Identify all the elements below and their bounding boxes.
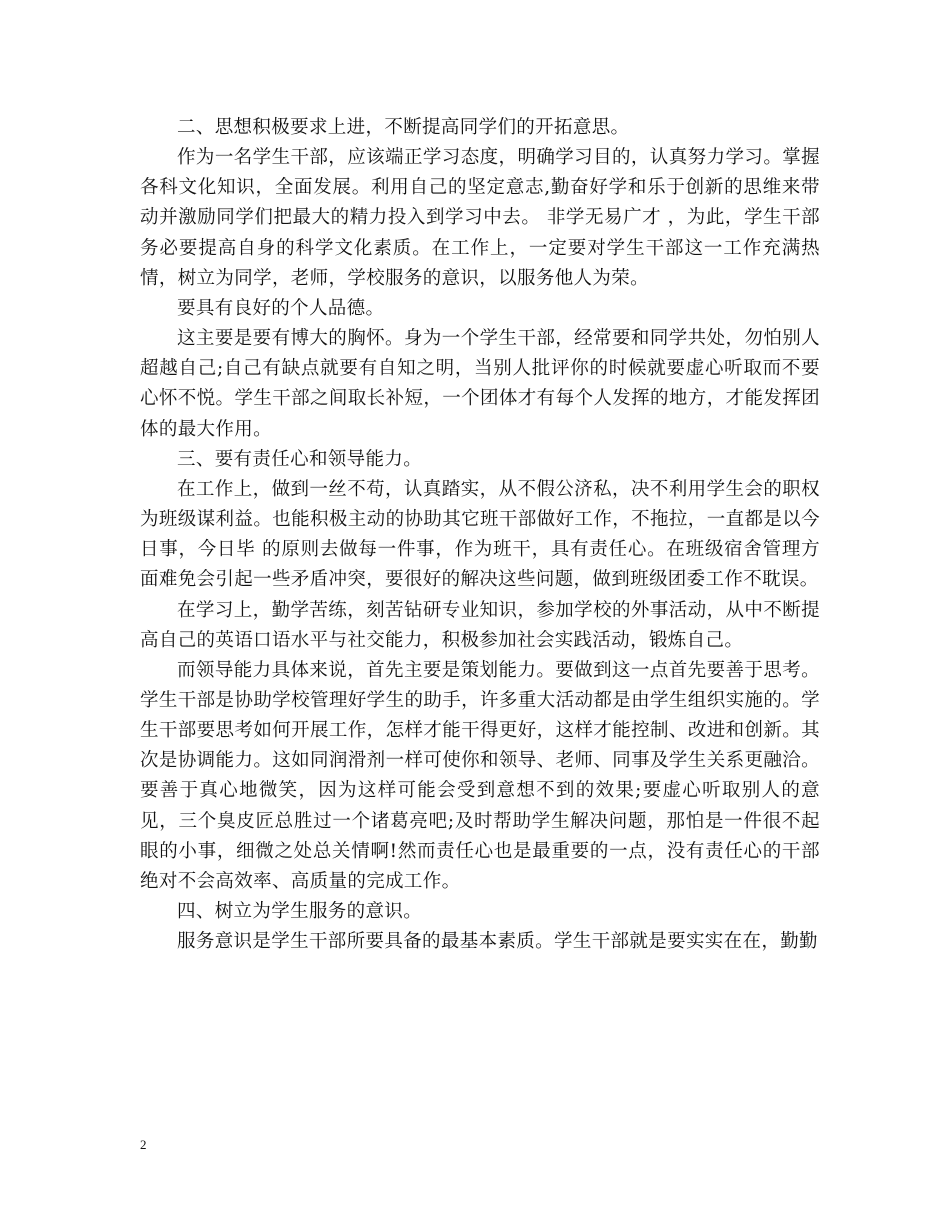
paragraph-heading-4: 四、树立为学生服务的意识。 [177, 901, 423, 923]
paragraph-subheading: 要具有良好的个人品德。 [177, 297, 385, 319]
paragraph: 在工作上，做到一丝不苟，认真踏实，从不假公济私，决不利用学生会的职权为班级谋利益。也能积极主动的协助其它班干部做好工作，不拖拉，一直都是以今日事，今日毕 的原则去做每一件事，作为班干，具有责任心。在班级宿舍管理方面难免会引起一些矛盾冲突，要很好的解决这些问题，做到班级团委工作不耽误。 [140, 478, 820, 591]
body-text [140, 113, 820, 957]
paragraph: 作为一名学生干部，应该端正学习态度，明确学习目的，认真努力学习。掌握各科文化知识，全面发展。利用自己的坚定意志,勤奋好学和乐于创新的思维来带动并激励同学们把最大的精力投入到学习中去。 非学无易广才 ，为此，学生干部务必要提高自身的科学文化素质。在工作上，一定要对学生干部这一工作充满热情，树立为同学，老师，学校服务的意识，以服务他人为荣。 [140, 147, 820, 289]
paragraph: 服务意识是学生干部所要具备的最基本素质。学生干部就是要实实在在，勤勤 [177, 931, 818, 953]
page-number: 2 [140, 1137, 147, 1152]
paragraph-heading-2: 二、思想积极要求上进，不断提高同学们的开拓意思。 [177, 117, 630, 138]
paragraph: 在学习上，勤学苦练，刻苦钻研专业知识，参加学校的外事活动，从中不断提高自己的英语口语水平与社交能力，积极参加社会实践活动，锻炼自己。 [140, 599, 820, 651]
paragraph: 这主要是要有博大的胸怀。身为一个学生干部，经常要和同学共处，勿怕别人超越自己;自己有缺点就要有自知之明，当别人批评你的时候就要虚心听取而不要心怀不悦。学生干部之间取长补短，一个团体才有每个人发挥的地方，才能发挥团体的最大作用。 [140, 328, 820, 440]
paragraph-heading-3: 三、要有责任心和领导能力。 [177, 448, 423, 470]
paragraph: 而领导能力具体来说，首先主要是策划能力。要做到这一点首先要善于思考。学生干部是协助学校管理好学生的助手，许多重大活动都是由学生组织实施的。学生干部要思考如何开展工作，怎样才能干得更好，这样才能控制、改进和创新。其次是协调能力。这如同润滑剂一样可使你和领导、老师、同事及学生关系更融洽。要善于真心地微笑，因为这样可能会受到意想不到的效果;要虚心听取别人的意见，三个臭皮匠总胜过一个诸葛亮吧;及时帮助学生解决问题，那怕是一件很不起眼的小事，细微之处总关情啊!然而责任心也是最重要的一点，没有责任心的干部绝对不会高效率、高质量的完成工作。 [140, 659, 820, 892]
